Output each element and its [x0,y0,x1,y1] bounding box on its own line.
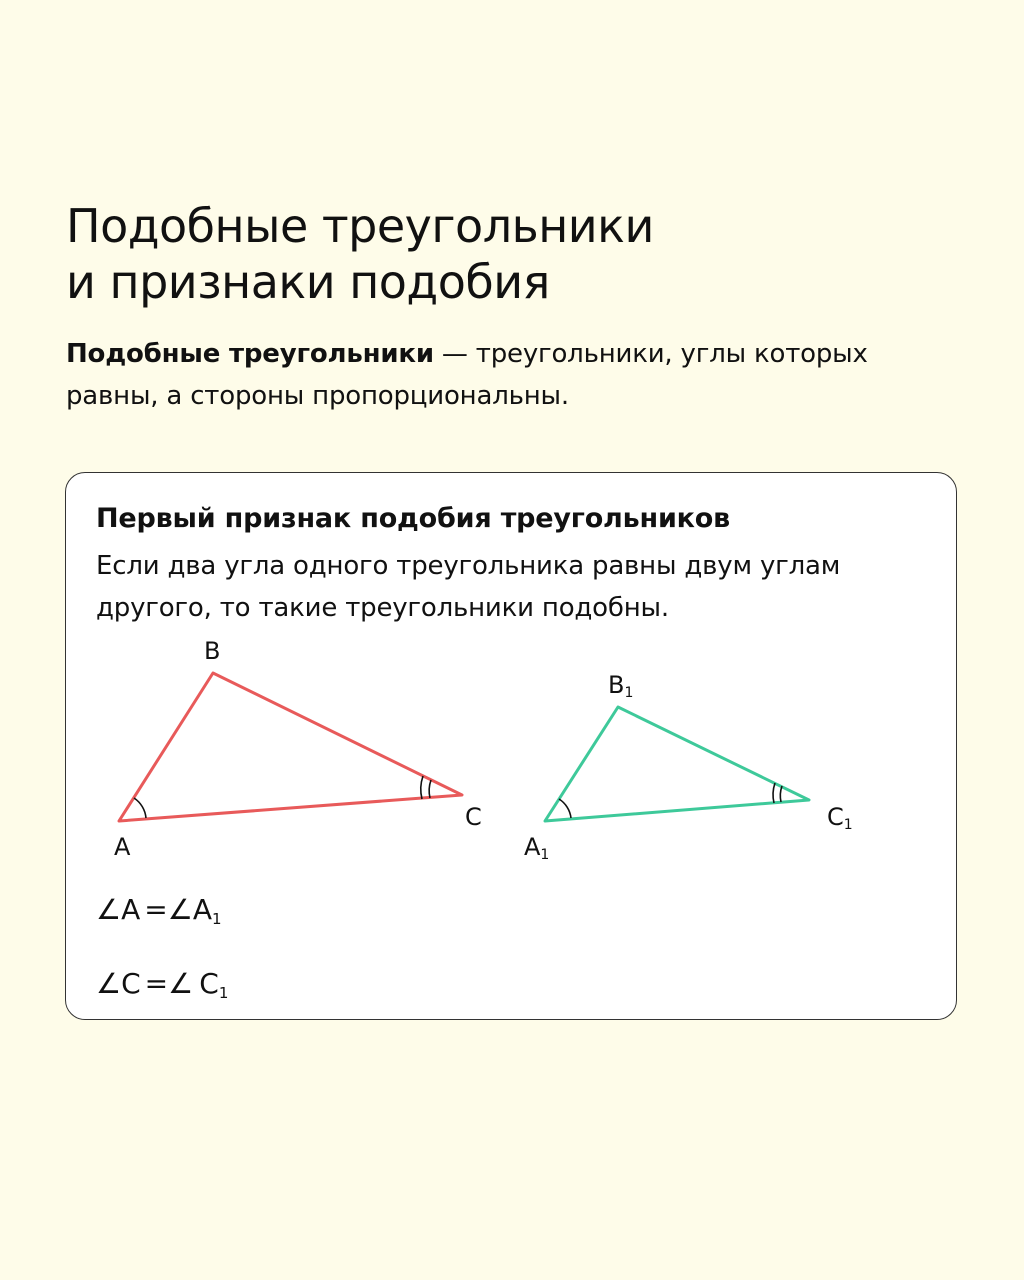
triangle-abc [114,637,482,861]
page-title-line-1: Подобные треугольники [66,199,654,253]
definition-text: — треугольники, углы которых равны, а стороны пропорциональны. [66,339,868,411]
angle-symbol-icon: ∠ [167,893,193,926]
angle-c1-arc-outer [773,783,775,803]
page-title [66,198,966,310]
equality-a-left: A [121,893,141,926]
equality-a-subscript: 1 [212,910,222,928]
vertex-label-a1-subscript: 1 [540,847,550,863]
angle-c-arc-outer [421,776,423,799]
definition [66,333,946,417]
vertex-label-b1-subscript: 1 [624,685,634,701]
angle-symbol-icon: ∠ [96,893,122,926]
definition-term: Подобные треугольники [66,339,434,369]
triangle-abc-shape [119,673,462,821]
similar-triangles-diagram [66,473,958,1021]
vertex-label-a: A [114,833,131,861]
triangle-a1b1c1 [524,671,853,863]
angle-c-arc-inner [429,780,431,798]
theorem-title: Первый признак подобия треугольников [96,503,731,534]
angle-symbol-icon: ∠ [96,967,122,1000]
vertex-label-c1-subscript: 1 [843,817,853,833]
angle-equality-a [96,893,222,928]
equality-a-equals: = [144,893,168,926]
vertex-label-b: B [204,637,221,665]
equality-a-right: A [192,893,212,926]
vertex-label-c1-letter: C [827,803,844,831]
angle-a-arc [134,798,146,818]
equality-c-equals: = [144,967,169,1000]
vertex-label-a1 [524,833,549,863]
angle-c1-arc-inner [780,786,782,802]
vertex-label-b1 [608,671,633,701]
vertex-label-c: C [465,803,482,831]
equality-c-subscript: 1 [218,984,229,1002]
triangle-a1b1c1-shape [545,707,809,821]
angle-symbol-icon: ∠ [168,967,194,1000]
equality-c-right: C [199,967,219,1000]
vertex-label-c1 [827,803,853,833]
angle-a1-arc [559,799,571,818]
vertex-label-a1-letter: A [524,833,541,861]
equality-c-left: C [121,967,141,1000]
theorem-text: Если два угла одного треугольника равны двум углам другого, то такие треугольники подобны. [96,551,841,623]
angle-equality-c [96,967,228,1002]
vertex-label-b1-letter: B [608,671,625,699]
page-title-line-2: и признаки подобия [66,255,550,309]
theorem-card [65,472,957,1020]
